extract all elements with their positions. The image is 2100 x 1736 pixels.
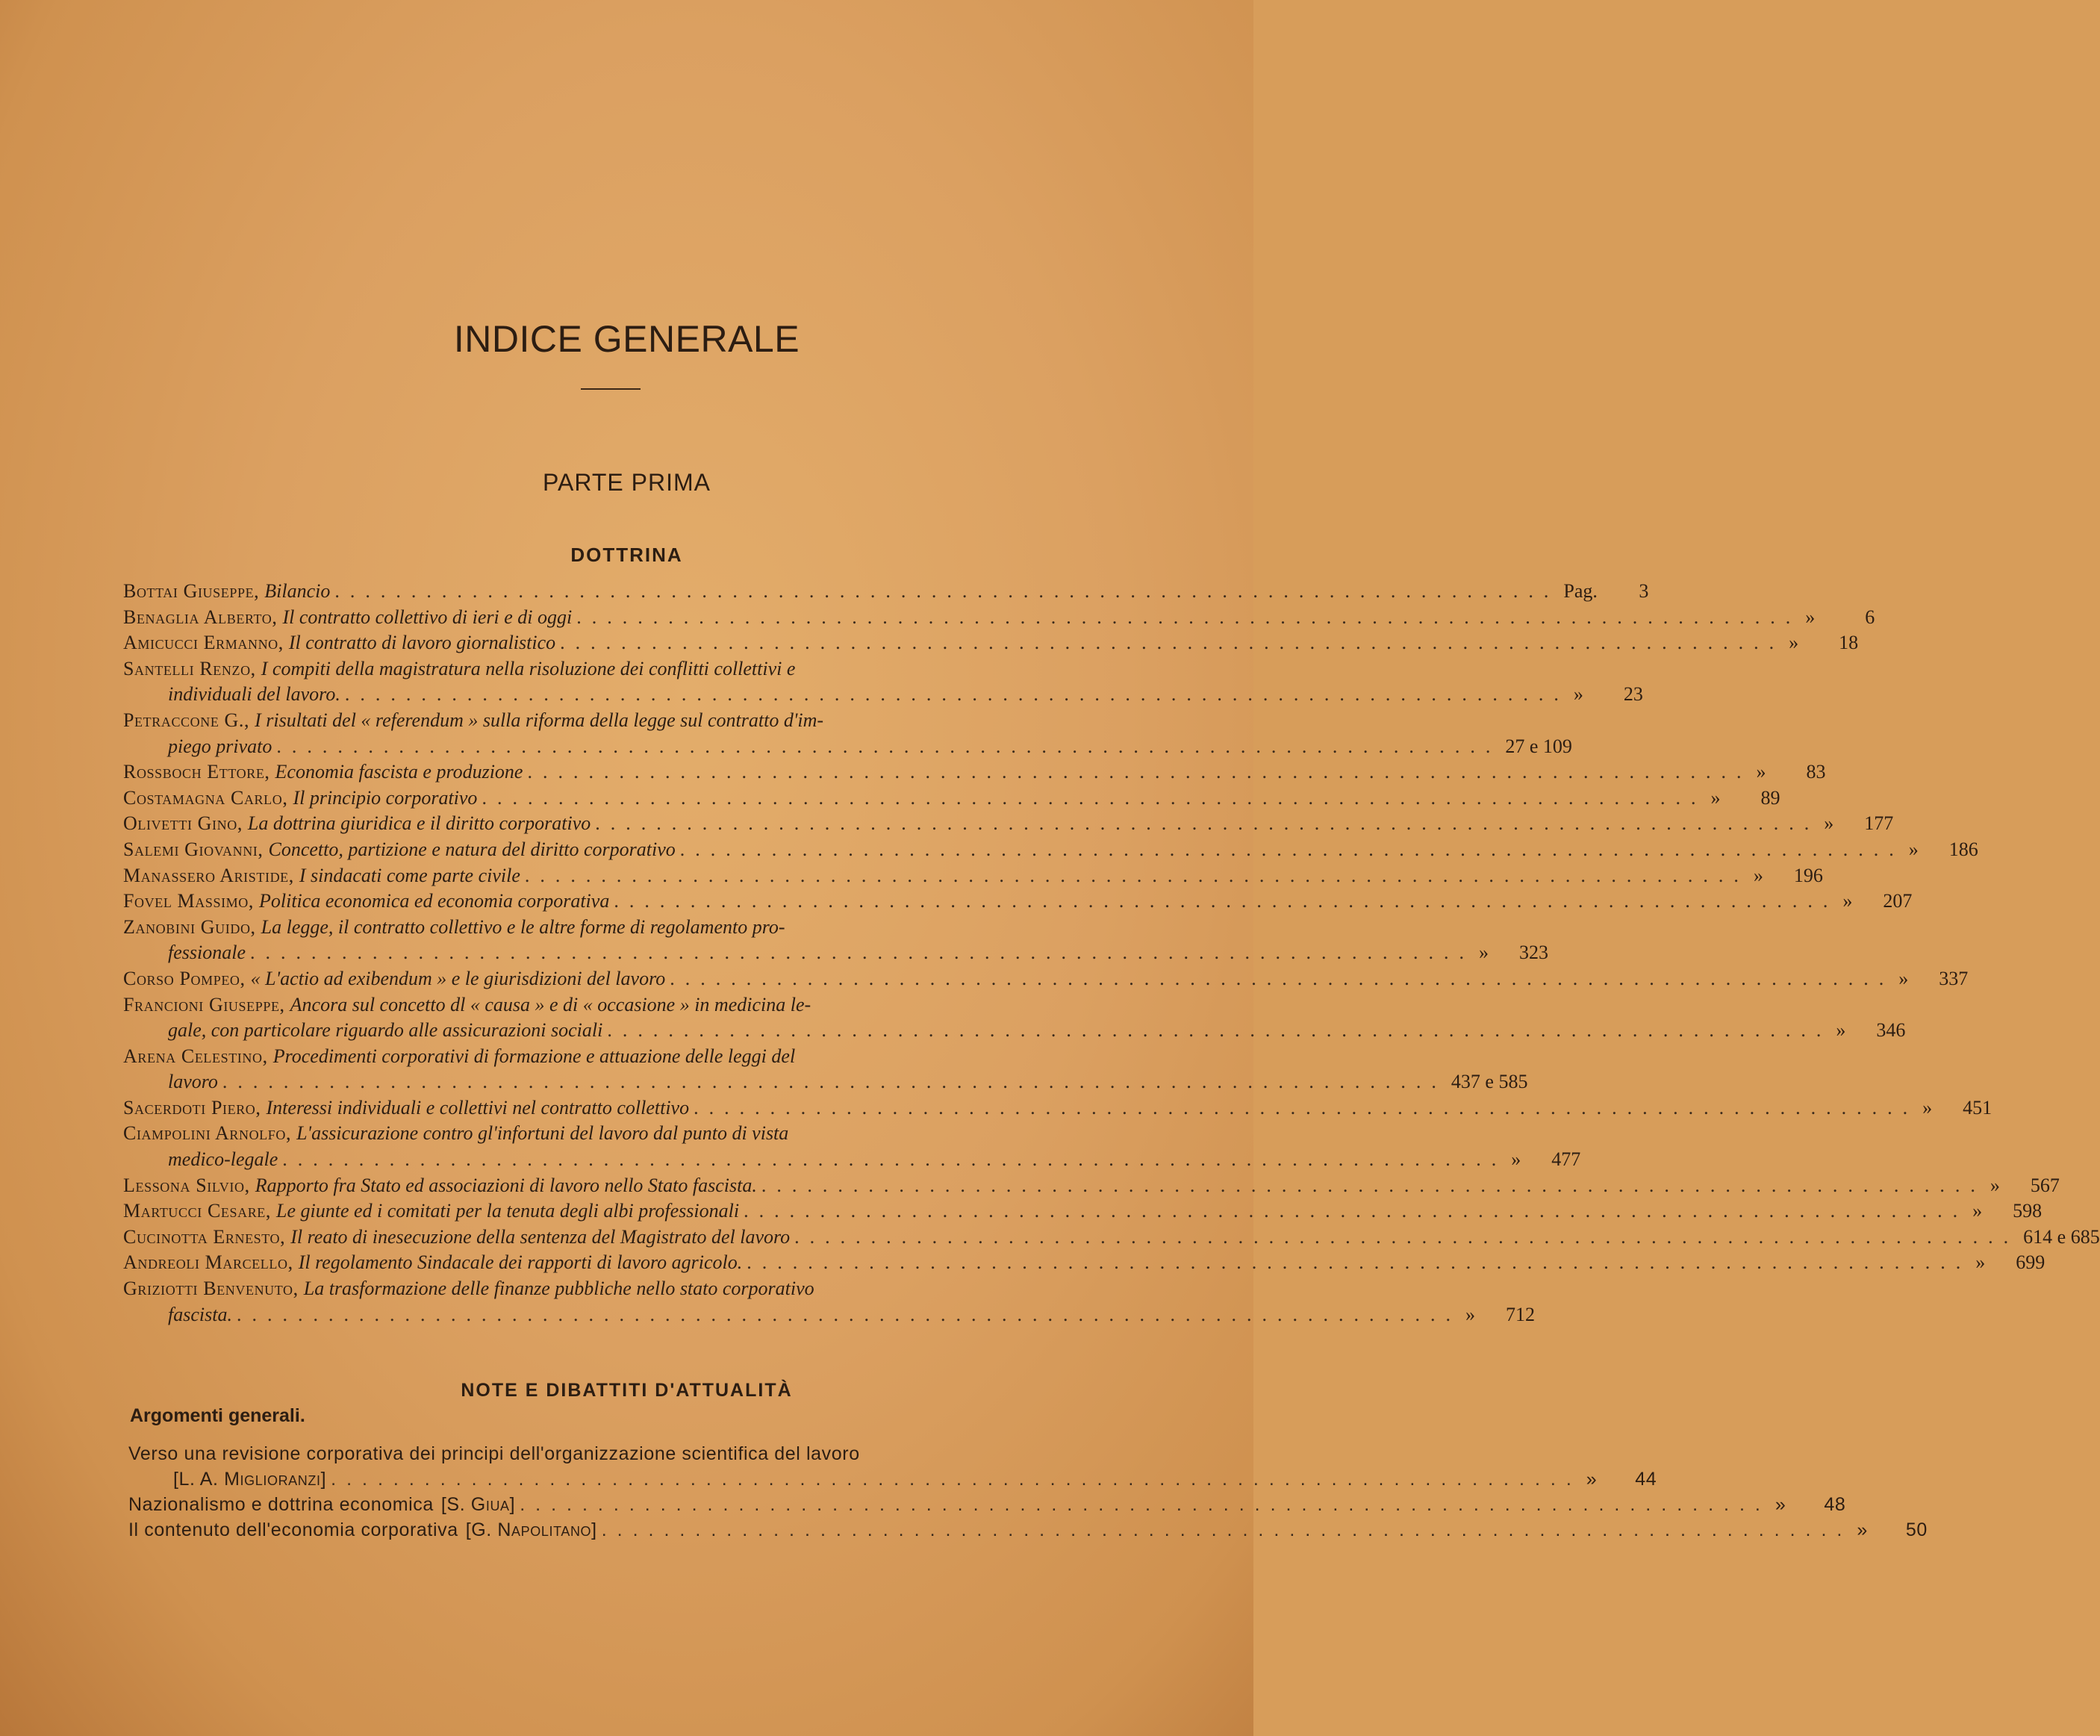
toc-entry-line xyxy=(123,1147,1581,1173)
page-number: 3 xyxy=(1639,580,1649,602)
page-marker: » xyxy=(1789,632,1799,654)
entry-author: Manassero Aristide, xyxy=(123,864,294,886)
page-number: 48 xyxy=(1824,1494,1846,1515)
entry-title: Il reato di inesecuzione della sentenza del Magistrato del lavoro xyxy=(290,1225,791,1248)
page-marker: » xyxy=(1465,1303,1475,1325)
toc-entry-line xyxy=(123,1069,1528,1095)
page-number: 44 xyxy=(1635,1469,1657,1490)
dot-leader: ................................................................................ xyxy=(331,1469,1582,1490)
page-number: 346 xyxy=(1876,1019,1906,1042)
entry-title: Politica economica ed economia corporativa xyxy=(259,890,610,912)
page-number: 477 xyxy=(1551,1148,1581,1171)
note-author: [G. Napolitano] xyxy=(465,1519,597,1540)
page-marker: » xyxy=(1756,761,1766,783)
page-marker: » xyxy=(1972,1200,1983,1222)
dot-leader: ................................................................................ xyxy=(601,1519,1853,1540)
entry-author: Arena Celestino, xyxy=(123,1045,268,1067)
entry-author: Lessona Silvio, xyxy=(123,1174,250,1196)
entry-author: Fovel Massimo, xyxy=(123,890,254,912)
page-number: 83 xyxy=(1806,761,1826,783)
page-title: INDICE GENERALE xyxy=(453,318,800,360)
entry-author: Amicucci Ermanno, xyxy=(123,632,284,654)
page-marker: » xyxy=(1753,864,1763,886)
toc-entry-line xyxy=(123,1225,2100,1251)
toc-entry xyxy=(123,1225,2100,1251)
toc-entry xyxy=(123,915,1548,966)
dot-leader: ................................................................................ xyxy=(222,1071,1447,1093)
page-number: 186 xyxy=(1948,838,1978,860)
page-number: 23 xyxy=(1623,683,1643,706)
page-number: 6 xyxy=(1865,606,1875,628)
toc-entry-line xyxy=(123,579,1649,605)
page-marker: » xyxy=(1857,1519,1868,1540)
page-marker: » xyxy=(1511,1148,1521,1171)
entry-title: I sindacati come parte civile xyxy=(299,864,520,886)
toc-entry-line xyxy=(123,1044,1101,1070)
entry-title: Procedimenti corporativi di formazione e attuazione delle leggi del xyxy=(272,1045,796,1067)
toc-entries xyxy=(123,579,2100,1328)
dot-leader: ................................................................................ xyxy=(482,786,1707,809)
page-marker: » xyxy=(1805,606,1816,628)
dot-leader: ................................................................................ xyxy=(761,1174,1986,1196)
entry-author: Petraccone G., xyxy=(123,709,250,731)
entry-author: Cucinotta Ernesto, xyxy=(123,1225,286,1248)
entry-title: Economia fascista e produzione xyxy=(275,761,523,783)
dot-leader: ................................................................................ xyxy=(614,890,1839,912)
toc-entry-line xyxy=(123,1302,1535,1328)
entry-title: Ancora sul concetto dl « causa » e di « occasione » in medicina le- xyxy=(290,993,811,1015)
entry-author: Martucci Cesare, xyxy=(123,1200,271,1222)
note-title: Nazionalismo e dottrina economica xyxy=(128,1494,434,1515)
entry-title: « L'actio ad exibendum » e le giurisdizioni del lavoro xyxy=(250,967,666,989)
toc-entry-line xyxy=(123,708,1101,734)
toc-entry-line xyxy=(123,785,1780,812)
page-marker: » xyxy=(1898,967,1909,989)
entry-title-cont: fessionale xyxy=(168,942,246,964)
entry-author: Rossboch Ettore, xyxy=(123,761,270,783)
toc-entry xyxy=(123,1121,1581,1172)
toc-entry xyxy=(123,1276,1535,1328)
entry-title: La trasformazione delle finanze pubbliche nello stato corporativo xyxy=(303,1278,814,1300)
entry-title-cont: medico-legale xyxy=(168,1148,278,1171)
toc-entry-line xyxy=(123,682,1643,708)
note-author: [L. A. Miglioranzi] xyxy=(173,1469,327,1490)
toc-entry-line xyxy=(123,1198,2043,1225)
note-title: Verso una revisione corporativa dei principi dell'organizzazione scientifica del lavoro xyxy=(128,1443,860,1464)
title-divider xyxy=(581,388,641,390)
page-number: 567 xyxy=(2030,1174,2060,1196)
page-marker: » xyxy=(1908,838,1919,860)
toc-entry-line xyxy=(123,734,1572,760)
entry-title: Il contratto di lavoro giornalistico xyxy=(288,632,556,654)
toc-entry-line xyxy=(123,1173,2060,1199)
toc-entry xyxy=(123,837,1978,863)
toc-entry xyxy=(123,579,1649,605)
page-marker: » xyxy=(1775,1494,1786,1515)
toc-entry-line xyxy=(123,811,1894,837)
page-number: 196 xyxy=(1793,864,1823,886)
entry-author: Benaglia Alberto, xyxy=(123,606,278,628)
dot-leader: ................................................................................ xyxy=(250,942,1474,964)
entry-author: Santelli Renzo, xyxy=(123,657,256,679)
page-marker: Pag. xyxy=(1563,580,1598,602)
dot-leader: ................................................................................ xyxy=(747,1251,1972,1274)
entry-author: Olivetti Gino, xyxy=(123,812,243,835)
toc-entry xyxy=(123,1198,2043,1225)
dot-leader: ................................................................................ xyxy=(607,1019,1832,1042)
entry-title-cont: lavoro xyxy=(168,1071,218,1093)
page-number: 712 xyxy=(1505,1303,1535,1325)
toc-entry-line xyxy=(123,1121,1101,1147)
toc-entry xyxy=(123,992,1906,1044)
toc-entry-line xyxy=(123,1095,1992,1121)
toc-entry-line xyxy=(123,940,1548,966)
toc-entry-line xyxy=(123,630,1859,656)
dot-leader: ................................................................................ xyxy=(694,1096,1919,1119)
toc-entry xyxy=(123,656,1643,708)
page-marker: » xyxy=(1842,890,1853,912)
dot-leader: ................................................................................ xyxy=(236,1303,1461,1325)
toc-entry xyxy=(123,1173,2060,1199)
dot-leader: ................................................................................ xyxy=(527,761,1752,783)
entry-title-cont: fascista. xyxy=(168,1303,232,1325)
section-title: DOTTRINA xyxy=(570,544,683,566)
dot-leader: ................................................................................ xyxy=(334,580,1560,602)
page-number: 451 xyxy=(1963,1096,1992,1119)
dot-leader: ................................................................................ xyxy=(595,812,1820,835)
entry-author: Zanobini Guido, xyxy=(123,915,256,938)
note-line xyxy=(128,1466,1657,1492)
toc-entry-line xyxy=(123,915,1101,941)
dot-leader: ................................................................................ xyxy=(276,735,1501,757)
toc-entry xyxy=(123,966,1969,992)
dot-leader: ................................................................................ xyxy=(560,632,1785,654)
entry-title-cont: piego privato xyxy=(168,735,272,757)
entry-title: La legge, il contratto collettivo e le altre forme di regolamento pro- xyxy=(261,915,785,938)
dot-leader: ................................................................................ xyxy=(670,967,1895,989)
dot-leader: ................................................................................ xyxy=(744,1200,1969,1222)
entry-author: Francioni Giuseppe, xyxy=(123,993,285,1015)
toc-entry xyxy=(123,708,1572,759)
note-entry xyxy=(128,1517,1928,1543)
page-marker: » xyxy=(1990,1174,2000,1196)
dot-leader: ................................................................................ xyxy=(679,838,1904,860)
entry-title: La dottrina giuridica e il diritto corporativo xyxy=(247,812,591,835)
note-author: [S. Giua] xyxy=(440,1494,516,1515)
entry-title: Concetto, partizione e natura del diritto corporativo xyxy=(268,838,676,860)
toc-entry xyxy=(123,785,1780,812)
page-marker: » xyxy=(1922,1096,1933,1119)
toc-entry-line xyxy=(123,1250,2046,1276)
page-marker: » xyxy=(1573,683,1583,706)
page-number: 207 xyxy=(1883,890,1913,912)
toc-entry-line xyxy=(123,863,1823,889)
page-number: 323 xyxy=(1519,942,1548,964)
page-number: 177 xyxy=(1864,812,1894,835)
entry-title: Rapporto fra Stato ed associazioni di lavoro nello Stato fascista. xyxy=(255,1174,757,1196)
toc-entry xyxy=(123,889,1913,915)
toc-entry xyxy=(123,630,1859,656)
dot-leader: ................................................................................ xyxy=(344,683,1569,706)
entry-title: Il contratto collettivo di ieri e di oggi xyxy=(282,606,573,628)
entry-title: I risultati del « referendum » sulla riforma della legge sul contratto d'im- xyxy=(255,709,824,731)
page-number: 18 xyxy=(1839,632,1859,654)
toc-entry-line xyxy=(123,966,1969,992)
toc-entry-line xyxy=(123,1276,1101,1302)
entry-author: Griziotti Benvenuto, xyxy=(123,1278,299,1300)
note-title: Il contenuto dell'economia corporativa xyxy=(128,1519,458,1540)
note-line xyxy=(128,1517,1928,1543)
entry-author: Corso Pompeo, xyxy=(123,967,246,989)
dot-leader: ................................................................................ xyxy=(520,1494,1771,1515)
page-number: 89 xyxy=(1760,786,1780,809)
toc-entry-line xyxy=(123,605,1875,631)
toc-entry-line xyxy=(123,759,1826,785)
notes-list xyxy=(128,1441,1928,1543)
toc-entry-line xyxy=(123,992,1101,1018)
entry-title: Le giunte ed i comitati per la tenuta degli albi professionali xyxy=(276,1200,740,1222)
page-number: 699 xyxy=(2016,1251,2046,1274)
page-number: 50 xyxy=(1905,1519,1928,1540)
entry-title-cont: individuali del lavoro. xyxy=(168,683,340,706)
entry-author: Costamagna Carlo, xyxy=(123,786,288,809)
entry-title: Il principio corporativo xyxy=(293,786,478,809)
page-number: 598 xyxy=(2013,1200,2043,1222)
page-marker: » xyxy=(1824,812,1834,835)
notes-section-title: NOTE E DIBATTITI D'ATTUALITÀ xyxy=(461,1380,793,1401)
toc-entry xyxy=(123,811,1894,837)
toc-entry xyxy=(123,863,1823,889)
note-entry xyxy=(128,1441,1657,1492)
toc-entry-line xyxy=(123,837,1978,863)
note-line xyxy=(128,1492,1846,1517)
entry-title-cont: gale, con particolare riguardo alle assicurazioni sociali xyxy=(168,1019,603,1042)
entry-author: Andreoli Marcello, xyxy=(123,1251,293,1274)
toc-entry xyxy=(123,1044,1528,1095)
part-title: PARTE PRIMA xyxy=(543,469,711,496)
dot-leader: ................................................................................ xyxy=(524,864,1749,886)
dot-leader: ................................................................................ xyxy=(576,606,1801,628)
page-marker: » xyxy=(1836,1019,1846,1042)
notes-subheading: Argomenti generali. xyxy=(130,1405,305,1426)
dot-leader: ................................................................................ xyxy=(794,1225,2019,1248)
dot-leader: ................................................................................ xyxy=(282,1148,1507,1171)
toc-entry-line xyxy=(123,656,1101,682)
entry-title: Bilancio xyxy=(264,580,331,602)
page-marker: » xyxy=(1586,1469,1598,1490)
toc-entry xyxy=(123,1250,2046,1276)
page-number: 614 e 685 xyxy=(2023,1225,2100,1248)
toc-entry xyxy=(123,759,1826,785)
page-number: 437 e 585 xyxy=(1451,1071,1528,1093)
page-number: 337 xyxy=(1939,967,1969,989)
entry-title: I compiti della magistratura nella risoluzione dei conflitti collettivi e xyxy=(261,657,796,679)
note-line xyxy=(128,1441,1099,1466)
entry-author: Salemi Giovanni, xyxy=(123,838,264,860)
entry-title: Interessi individuali e collettivi nel contratto collettivo xyxy=(266,1096,690,1119)
toc-entry-line xyxy=(123,1018,1906,1044)
page-marker: » xyxy=(1975,1251,1986,1274)
entry-author: Ciampolini Arnolfo, xyxy=(123,1122,292,1145)
entry-author: Sacerdoti Piero, xyxy=(123,1096,261,1119)
page-marker: » xyxy=(1479,942,1489,964)
entry-author: Bottai Giuseppe, xyxy=(123,580,260,602)
toc-entry xyxy=(123,1095,1992,1121)
page-number: 27 e 109 xyxy=(1505,735,1572,757)
note-entry xyxy=(128,1492,1846,1517)
page-marker: » xyxy=(1710,786,1721,809)
toc-entry-line xyxy=(123,889,1913,915)
entry-title: L'assicurazione contro gl'infortuni del lavoro dal punto di vista xyxy=(296,1122,789,1145)
entry-title: Il regolamento Sindacale dei rapporti di lavoro agricolo. xyxy=(298,1251,743,1274)
toc-entry xyxy=(123,605,1875,631)
